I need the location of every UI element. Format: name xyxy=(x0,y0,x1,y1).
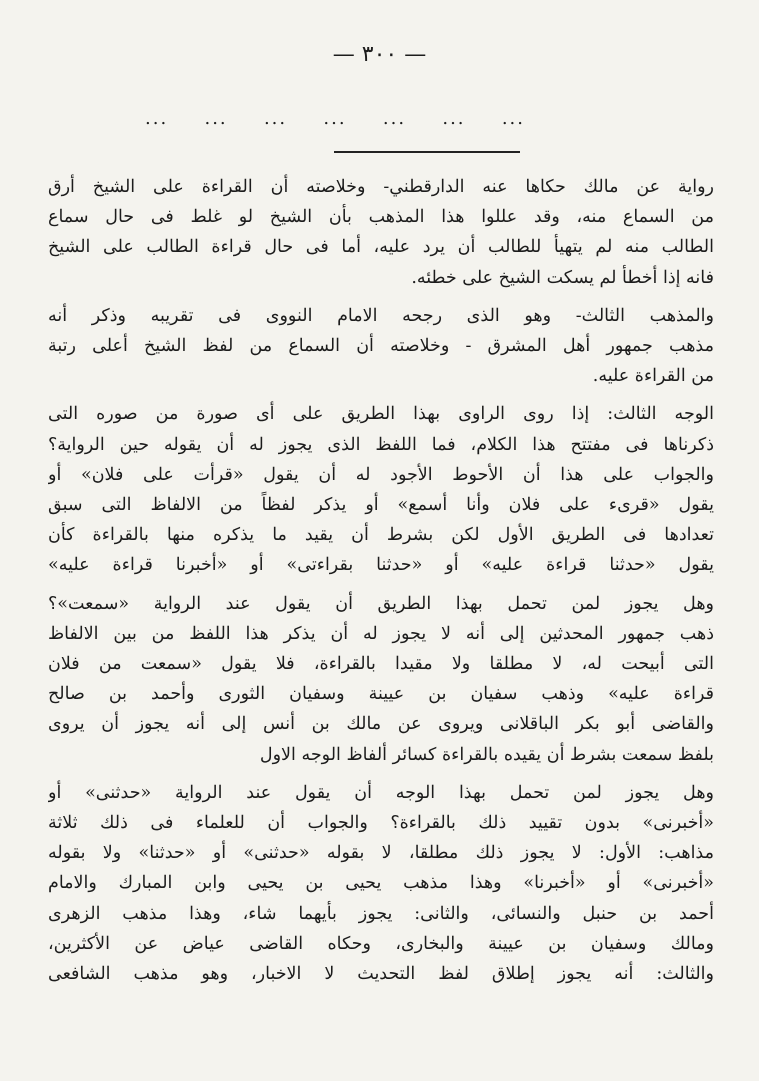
ellipsis-mark: ... xyxy=(323,108,347,129)
ellipsis-row xyxy=(145,108,525,129)
body-text xyxy=(48,172,714,989)
text-line: «أخبرنى» أو «أخبرنا» وهذا مذهب يحيى بن يحيى وابن المبارك والامام xyxy=(48,873,714,894)
text-line: تعدادها فى الطريق الأول لكن بشرط أن يقيد ما يذكره منها بالقراءة كأن xyxy=(48,525,714,546)
text-line: ذكرناها فى مفتتح هذا الكلام، فما اللفظ الذى يجوز له أن يقوله حين الرواية؟ xyxy=(48,434,714,455)
text-line: الوجه الثالث: إذا روى الراوى بهذا الطريق على أى صورة من صوره التى xyxy=(48,404,714,425)
paragraph xyxy=(48,399,714,580)
text-line: فانه إذا أخطأ لم يسكت الشيخ على خطئه. xyxy=(411,267,714,288)
paragraph-gap xyxy=(48,391,714,399)
ellipsis-mark: ... xyxy=(204,108,228,129)
text-line: يقول «حدثنا قراءة عليه» أو «حدثنا بقراءتى» أو «أخبرنا قراءة عليه» xyxy=(48,555,714,576)
text-line: قراءة عليه» وذهب سفيان بن عيينة وسفيان الثورى وأحمد بن صالح xyxy=(48,684,714,705)
text-line: التى أبيحت له، لا مطلقا ولا مقيدا بالقراءة، فلا يقول «سمعت من فلان xyxy=(48,654,714,675)
text-line: والقاضى أبو بكر الباقلانى ويروى عن مالك بن أنس إلى أنه يجوز أن يروى xyxy=(48,714,714,735)
text-line: وهل يجوز لمن تحمل بهذا الطريق أن يقول عند الرواية «سمعت»؟ xyxy=(48,593,714,614)
paragraph-gap xyxy=(48,770,714,778)
page-number: — ٣٠٠ — xyxy=(332,42,427,67)
paragraph xyxy=(48,778,714,989)
footnote-separator-rule xyxy=(334,151,520,153)
ellipsis-mark: ... xyxy=(501,108,525,129)
text-line: ذهب جمهور المحدثين إلى أنه لا يجوز له أن يذكر هذا اللفظ من بين الالفاظ xyxy=(48,623,714,644)
text-line: من القراءة عليه. xyxy=(592,366,714,387)
text-line: مذاهب: الأول: لا يجوز ذلك مطلقا، لا بقوله «حدثنى» أو «حدثنا» ولا بقوله xyxy=(48,843,714,864)
ellipsis-mark: ... xyxy=(382,108,407,129)
text-line: والمذهب الثالث- وهو الذى رجحه الامام النووى فى تقريبه وذكر أنه xyxy=(48,305,714,326)
text-line: أحمد بن حنبل والنسائى، والثانى: يجوز بأيهما شاء، وهذا مذهب الزهرى xyxy=(48,903,714,924)
paragraph-gap xyxy=(48,293,714,301)
text-line: «أخبرنى» بدون تقييد ذلك بالقراءة؟ والجواب أن للعلماء فى ذلك ثلاثة xyxy=(48,813,714,834)
text-line: من السماع منه، وقد عللوا هذا المذهب بأن الشيخ لو غلط فى حال سماع xyxy=(48,207,714,228)
text-line: رواية عن مالك حكاها عنه الدارقطني- وخلاصته أن القراءة على الشيخ أرق xyxy=(48,177,714,197)
ellipsis-mark: ... xyxy=(263,108,288,129)
text-line: بلفظ سمعت بشرط أن يقيده بالقراءة كسائر ألفاظ الوجه الاول xyxy=(259,744,714,765)
text-line: والجواب على هذا أن الأحوط الأجود له أن يقول «قرأت على فلان» أو xyxy=(48,464,714,485)
text-line: وهل يجوز لمن تحمل بهذا الوجه أن يقول عند الرواية «حدثنى» أو xyxy=(48,782,714,803)
ellipsis-mark: ... xyxy=(442,108,466,129)
text-line: الطالب منه لم يتهيأ للطالب أن يرد عليه، أما فى حال قراءة الطالب على الشيخ xyxy=(48,237,714,258)
paragraph-gap xyxy=(48,581,714,589)
text-line: مذهب جمهور أهل المشرق - وخلاصته أن السماع من لفظ الشيخ أعلى رتبة xyxy=(48,336,714,357)
text-line: والثالث: أنه يجوز إطلاق لفظ التحديث لا الاخبار، وهو مذهب الشافعى xyxy=(48,964,714,985)
paragraph xyxy=(48,301,714,392)
paragraph xyxy=(48,589,714,770)
text-line: يقول «قرىء على فلان وأنا أسمع» أو يذكر لفظاً من الالفاظ التى سبق xyxy=(48,495,714,516)
ellipsis-mark: ... xyxy=(145,108,169,129)
paragraph xyxy=(48,172,714,293)
text-line: ومالك وسفيان بن عيينة والبخارى، وحكاه القاضى عياض عن الأكثرين، xyxy=(48,933,714,954)
